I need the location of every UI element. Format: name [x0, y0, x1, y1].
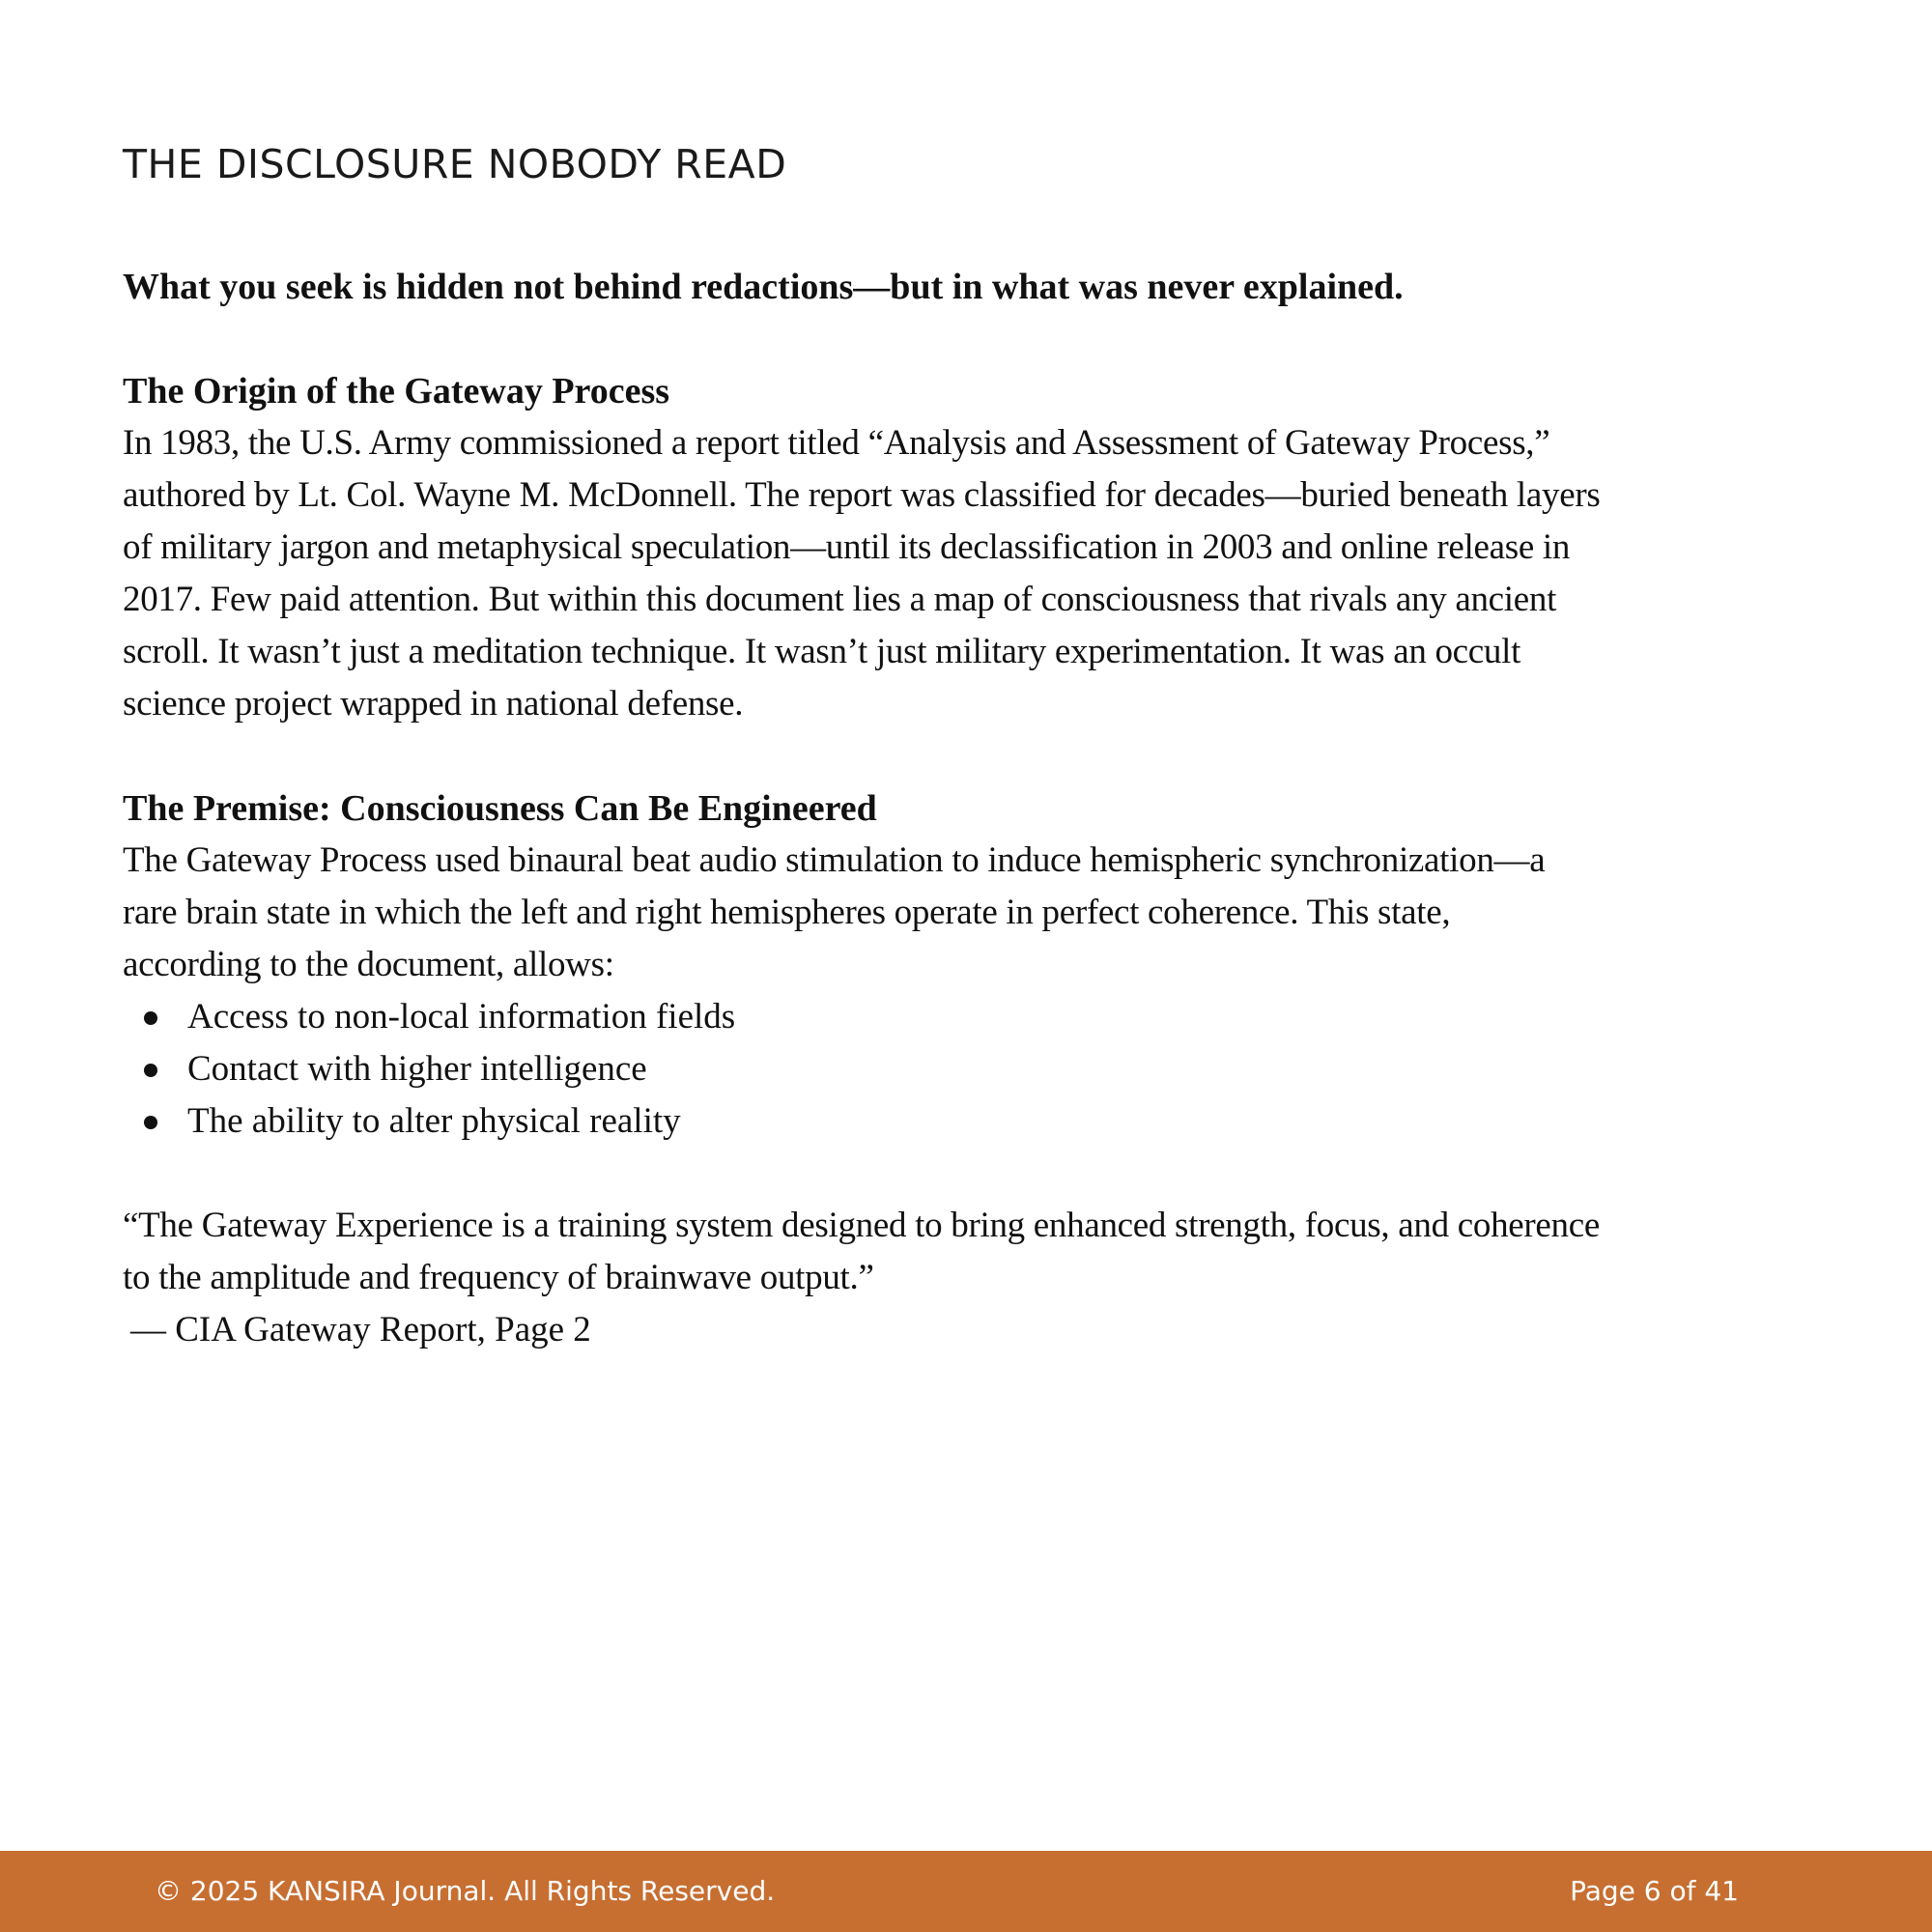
quote-line: “The Gateway Experience is a training system designed to bring enhanced strength, focus, and coherence — [123, 1206, 1600, 1245]
paragraph-line: according to the document, allows: — [123, 945, 614, 984]
list-item — [123, 991, 1784, 1043]
bullet-list — [123, 991, 1784, 1148]
footer-page-indicator: Page 6 of 41 — [1570, 1875, 1739, 1907]
paragraph-line: In 1983, the U.S. Army commissioned a report titled “Analysis and Assessment of Gateway Process,” — [123, 423, 1550, 463]
quote-text — [123, 1200, 1784, 1304]
list-item-text: Access to non-local information fields — [187, 997, 736, 1037]
paragraph-line: of military jargon and metaphysical speculation—until its declassification in 2003 and online release in — [123, 527, 1571, 567]
list-item-text: Contact with higher intelligence — [187, 1049, 647, 1089]
section-premise — [123, 782, 1784, 1148]
page-content — [123, 135, 1784, 1356]
quote-attribution: — CIA Gateway Report, Page 2 — [130, 1310, 591, 1350]
paragraph-line: The Gateway Process used binaural beat audio stimulation to induce hemispheric synchronization—a — [123, 840, 1546, 880]
section-heading-origin: The Origin of the Gateway Process — [123, 371, 670, 412]
paragraph-line: rare brain state in which the left and right hemispheres operate in perfect coherence. This state, — [123, 893, 1451, 932]
footer-copyright: © 2025 KANSIRA Journal. All Rights Reserved. — [155, 1875, 776, 1907]
paragraph-line: science project wrapped in national defense. — [123, 684, 744, 724]
section-origin — [123, 365, 1784, 730]
list-item-text: The ability to alter physical reality — [187, 1101, 681, 1141]
bullet-icon — [144, 1011, 157, 1025]
paragraph-premise — [123, 835, 1784, 991]
paragraph-line: 2017. Few paid attention. But within this document lies a map of consciousness that rivals any ancient — [123, 580, 1557, 619]
page-footer — [0, 1851, 1932, 1932]
list-item — [123, 1095, 1784, 1148]
list-item — [123, 1043, 1784, 1095]
tagline: What you seek is hidden not behind redactions—but in what was never explained. — [123, 267, 1404, 307]
paragraph-origin — [123, 417, 1784, 730]
paragraph-line: scroll. It wasn’t just a meditation technique. It wasn’t just military experimentation. It was an occult — [123, 632, 1521, 671]
section-heading-premise: The Premise: Consciousness Can Be Engineered — [123, 788, 877, 829]
quote-line: to the amplitude and frequency of brainwave output.” — [123, 1258, 874, 1297]
bullet-icon — [144, 1116, 157, 1129]
quote-block — [123, 1200, 1784, 1356]
section-title: THE DISCLOSURE NOBODY READ — [123, 141, 787, 187]
bullet-icon — [144, 1064, 157, 1077]
paragraph-line: authored by Lt. Col. Wayne M. McDonnell. The report was classified for decades—buried beneath layers — [123, 475, 1601, 515]
